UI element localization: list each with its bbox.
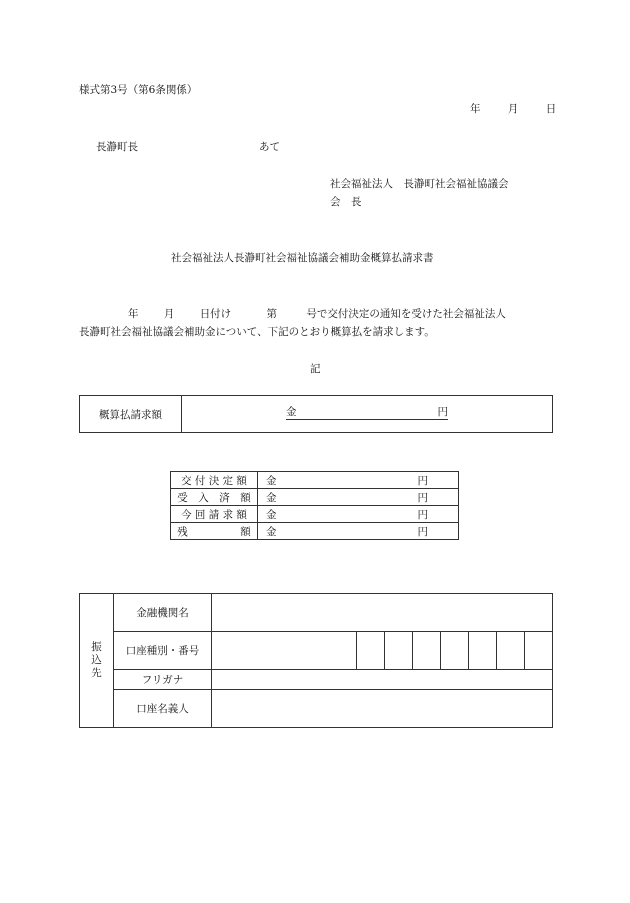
date-line bbox=[470, 101, 556, 116]
bank-section-label-text: 振込先 bbox=[91, 641, 102, 679]
account-digit-box bbox=[441, 632, 469, 670]
amount-value: 金 円 bbox=[258, 506, 459, 523]
body-num-prefix: 第 bbox=[266, 308, 278, 320]
bank-row-label: 金融機関名 bbox=[114, 594, 212, 632]
bank-section-label bbox=[80, 594, 114, 728]
bank-table bbox=[79, 593, 553, 728]
amount-value: 金 円 bbox=[258, 489, 459, 506]
form-id: 様式第3号（第6条関係） bbox=[79, 84, 198, 96]
bank-row-label: 口座名義人 bbox=[114, 690, 212, 728]
amount-label: 交 付 決 定 額 bbox=[171, 472, 258, 489]
document-title: 社会福祉法人長瀞町社会福祉協議会補助金概算払請求書 bbox=[171, 252, 434, 264]
ki-label: 記 bbox=[310, 363, 321, 375]
account-digit-box bbox=[525, 632, 553, 670]
amount-row bbox=[171, 523, 459, 540]
account-digit-box bbox=[357, 632, 385, 670]
request-amount-table bbox=[79, 395, 553, 433]
request-amount-suffix: 円 bbox=[437, 405, 448, 418]
request-amount-label: 概算払請求額 bbox=[80, 396, 182, 433]
amount-label: 受 入 済 額 bbox=[171, 489, 258, 506]
body-line-2: 長瀞町社会福祉協議会補助金について、下記のとおり概算払を請求します。 bbox=[79, 326, 435, 338]
addressee-name: 長瀞町長 bbox=[96, 141, 138, 153]
body-day: 日付け bbox=[199, 308, 232, 320]
date-month: 月 bbox=[507, 103, 519, 115]
account-digit-box bbox=[469, 632, 497, 670]
sender-title: 会 長 bbox=[330, 196, 362, 208]
amount-value: 金 円 bbox=[258, 523, 459, 540]
date-year: 年 bbox=[470, 103, 481, 115]
account-holder-field bbox=[212, 690, 553, 728]
request-amount-prefix: 金 bbox=[286, 405, 297, 418]
amount-label: 今 回 請 求 額 bbox=[171, 506, 258, 523]
amount-label: 残 額 bbox=[171, 523, 258, 540]
bank-row-label: 口座種別・番号 bbox=[114, 632, 212, 670]
bank-row-label: フリガナ bbox=[114, 670, 212, 690]
body-rest: 号で交付決定の通知を受けた社会福祉法人 bbox=[306, 308, 506, 320]
account-digit-box bbox=[385, 632, 413, 670]
account-type-field bbox=[212, 632, 357, 670]
request-amount-value bbox=[182, 396, 553, 433]
account-digit-box bbox=[497, 632, 525, 670]
body-line-1 bbox=[128, 306, 506, 321]
amount-row bbox=[171, 472, 459, 489]
furigana-field bbox=[212, 670, 553, 690]
amount-row bbox=[171, 506, 459, 523]
amounts-table bbox=[170, 471, 459, 540]
amount-value: 金 円 bbox=[258, 472, 459, 489]
body-year: 年 bbox=[128, 308, 139, 320]
account-digit-box bbox=[413, 632, 441, 670]
addressee-suffix: あて bbox=[259, 141, 280, 153]
amount-row bbox=[171, 489, 459, 506]
bank-name-field bbox=[212, 594, 553, 632]
date-day: 日 bbox=[545, 103, 557, 115]
sender-org: 社会福祉法人 長瀞町社会福祉協議会 bbox=[330, 178, 509, 190]
body-month: 月 bbox=[163, 308, 175, 320]
